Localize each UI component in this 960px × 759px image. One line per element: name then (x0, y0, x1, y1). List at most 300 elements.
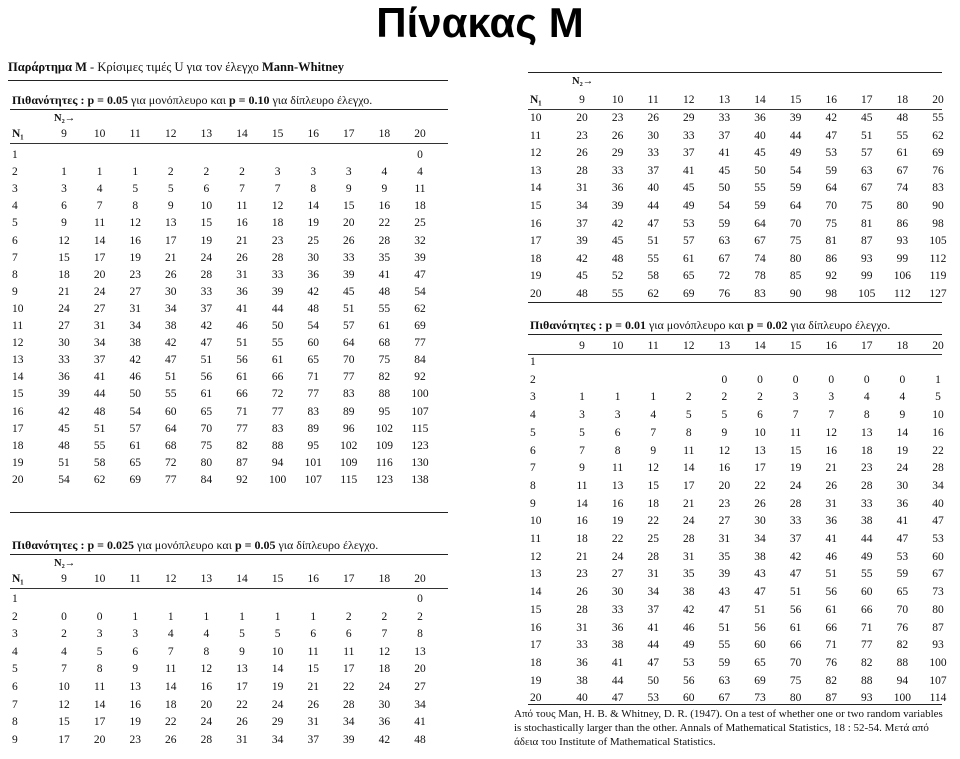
critical-value: 23 (129, 268, 141, 281)
critical-value: 0 (757, 373, 763, 386)
critical-value: 51 (200, 354, 213, 367)
critical-value: 11 (165, 663, 177, 676)
row-n1-value: 14 (530, 586, 542, 599)
critical-value: 18 (165, 698, 177, 711)
critical-value: 1 (96, 166, 103, 179)
column-header: 9 (579, 340, 585, 352)
column-header: 20 (414, 128, 426, 140)
critical-value: 88 (861, 674, 873, 687)
critical-value: 23 (861, 462, 873, 475)
critical-value: 47 (165, 354, 177, 367)
critical-value: 96 (343, 422, 355, 435)
critical-value: 51 (165, 371, 177, 384)
critical-value: 61 (683, 252, 695, 265)
critical-value: 27 (93, 302, 106, 315)
critical-value: 61 (200, 388, 213, 401)
column-header: 18 (378, 573, 391, 585)
table-row (12, 180, 432, 198)
critical-value: 61 (789, 621, 802, 634)
critical-value: 14 (896, 426, 909, 439)
critical-value: 30 (165, 285, 177, 298)
critical-value: 28 (200, 733, 213, 746)
table-row (530, 442, 950, 460)
critical-value: 40 (754, 129, 766, 142)
critical-value: 26 (825, 479, 837, 492)
table-row (12, 214, 432, 232)
critical-value: 42 (825, 112, 837, 124)
critical-value: 26 (165, 733, 177, 746)
critical-value: 39 (343, 733, 355, 746)
critical-value: 55 (861, 568, 873, 581)
critical-value: 42 (378, 733, 391, 746)
critical-value: 0 (721, 373, 728, 386)
critical-value: 47 (200, 337, 213, 350)
critical-value: 64 (789, 200, 802, 212)
critical-value: 51 (718, 621, 731, 634)
critical-value: 41 (647, 621, 659, 634)
critical-value: 93 (861, 252, 873, 265)
row-n1-value: 17 (530, 235, 542, 248)
critical-value: 11 (790, 426, 802, 439)
critical-value: 80 (932, 603, 944, 616)
critical-value: 62 (932, 129, 944, 142)
critical-value: 33 (861, 497, 873, 510)
critical-value: 2 (345, 610, 352, 623)
critical-value: 41 (93, 371, 106, 384)
critical-value: 62 (93, 473, 106, 486)
column-header: 17 (343, 128, 355, 140)
critical-value: 16 (932, 426, 944, 439)
heading-tail: για δίπλευρο έλεγχο. (275, 538, 379, 552)
critical-value: 101 (304, 456, 322, 469)
column-header: 12 (165, 128, 177, 140)
critical-value: 1 (274, 610, 281, 623)
table-row (12, 300, 432, 318)
critical-value: 29 (611, 147, 624, 160)
critical-value: 42 (129, 354, 141, 367)
critical-value: 50 (129, 388, 141, 401)
critical-value: 92 (825, 270, 837, 283)
critical-value: 93 (896, 235, 909, 248)
table-row (12, 696, 432, 714)
critical-value: 11 (683, 444, 695, 457)
row-n1-value: 1 (530, 356, 536, 368)
critical-value: 16 (378, 200, 391, 213)
critical-value: 52 (611, 270, 624, 283)
critical-value: 84 (200, 473, 213, 486)
critical-value: 9 (61, 217, 67, 230)
critical-value: 20 (93, 268, 106, 281)
heading-lead: Πιθανότητες : (12, 538, 85, 552)
row-n1-value: 7 (12, 251, 18, 264)
critical-value: 9 (650, 444, 657, 457)
critical-value: 75 (825, 217, 837, 230)
critical-value: 0 (792, 373, 799, 386)
critical-value: 93 (861, 692, 873, 705)
critical-value: 12 (378, 645, 391, 658)
column-header: 15 (271, 128, 284, 140)
row-n1-value: 10 (12, 302, 24, 315)
critical-value: 87 (861, 235, 873, 248)
critical-value: 9 (721, 426, 728, 439)
critical-value: 59 (754, 200, 766, 212)
critical-value: 105 (929, 235, 947, 248)
critical-value: 67 (754, 235, 766, 248)
critical-value: 42 (165, 337, 177, 350)
critical-value: 5 (935, 391, 941, 404)
critical-value: 31 (647, 568, 659, 581)
critical-value: 71 (861, 621, 873, 634)
critical-value: 115 (340, 473, 358, 486)
critical-value: 30 (378, 698, 391, 711)
heading-lead: Πιθανότητες : (530, 318, 603, 332)
critical-value: 3 (61, 183, 67, 196)
row-n1-value: 13 (530, 568, 542, 581)
critical-value: 0 (899, 373, 906, 386)
critical-value: 27 (129, 285, 141, 298)
critical-value: 34 (932, 479, 944, 492)
column-header: 9 (61, 573, 67, 585)
critical-value: 48 (93, 405, 106, 418)
critical-value: 1 (310, 610, 317, 623)
critical-value: 8 (417, 628, 423, 641)
critical-value: 62 (414, 302, 426, 315)
row-n1-value: 13 (530, 164, 542, 177)
critical-value: 28 (378, 234, 391, 247)
row-n1-value: 6 (12, 234, 18, 247)
table-row (530, 353, 950, 371)
critical-value: 7 (381, 628, 388, 641)
critical-value: 34 (576, 200, 588, 212)
row-n1-value: 4 (530, 409, 536, 422)
critical-value: 3 (828, 391, 835, 404)
row-n1-value: 1 (12, 593, 18, 605)
critical-value: 36 (378, 716, 391, 729)
critical-value: 17 (93, 251, 106, 264)
critical-value: 19 (307, 217, 319, 230)
column-header-row (12, 125, 432, 143)
table-row (530, 162, 950, 180)
critical-value: 45 (611, 235, 624, 248)
critical-value: 19 (896, 444, 909, 457)
table-row (530, 495, 950, 513)
critical-value: 0 (61, 610, 67, 623)
row-n1-value: 16 (12, 405, 24, 418)
critical-value: 77 (307, 388, 319, 401)
critical-value: 56 (236, 354, 248, 367)
heading-p-two-sided: p = 0.10 (228, 93, 270, 107)
critical-value: 28 (576, 603, 588, 616)
critical-value: 63 (861, 164, 873, 177)
critical-value: 7 (828, 409, 835, 422)
critical-value: 51 (754, 603, 766, 616)
critical-value: 31 (576, 182, 588, 195)
critical-value: 86 (825, 252, 837, 265)
row-n1-value: 9 (12, 285, 18, 298)
row-n1-value: 2 (12, 610, 18, 623)
critical-value: 71 (236, 405, 248, 418)
critical-value: 38 (129, 337, 141, 350)
critical-value: 17 (93, 716, 106, 729)
critical-value: 31 (718, 533, 731, 545)
critical-value: 63 (718, 674, 731, 687)
column-header: 9 (61, 128, 67, 140)
critical-value: 59 (896, 568, 909, 581)
critical-value: 2 (685, 391, 692, 404)
critical-value: 33 (611, 603, 624, 616)
section-top-rule (10, 554, 448, 555)
critical-value: 48 (576, 288, 588, 300)
column-header: 16 (307, 573, 319, 585)
critical-value: 99 (896, 252, 909, 265)
critical-value: 16 (129, 234, 141, 247)
critical-value: 112 (929, 252, 947, 265)
row-n1-value: 11 (530, 533, 542, 545)
critical-value: 82 (896, 639, 909, 652)
column-header: 11 (647, 94, 659, 106)
critical-value: 30 (647, 129, 659, 142)
critical-value: 49 (789, 147, 802, 160)
critical-value: 33 (343, 251, 355, 264)
heading-p-two-sided: p = 0.02 (746, 318, 788, 332)
critical-value: 17 (754, 462, 766, 475)
critical-value: 22 (343, 681, 355, 693)
critical-value: 13 (414, 645, 426, 658)
critical-value: 23 (271, 234, 284, 247)
table-row (12, 713, 432, 731)
critical-value: 11 (343, 645, 355, 658)
critical-value: 30 (307, 251, 319, 264)
critical-value: 20 (576, 112, 588, 124)
critical-value: 55 (165, 388, 177, 401)
critical-value: 20 (718, 479, 731, 492)
critical-value: 95 (378, 405, 391, 418)
critical-value: 47 (647, 217, 659, 230)
critical-value: 76 (825, 656, 837, 669)
column-header: 14 (754, 94, 766, 106)
critical-value: 112 (893, 288, 911, 300)
critical-value: 48 (378, 285, 391, 298)
critical-value: 86 (896, 217, 909, 230)
critical-value: 64 (754, 217, 766, 230)
critical-value: 30 (58, 337, 70, 350)
critical-value: 57 (343, 320, 355, 332)
critical-value: 26 (307, 698, 319, 711)
section-bottom-rule (528, 302, 942, 303)
row-n1-value: 2 (530, 373, 536, 386)
critical-value: 25 (414, 217, 426, 230)
critical-value: 49 (861, 550, 873, 563)
critical-value: 38 (683, 586, 695, 599)
critical-value: 13 (861, 426, 873, 439)
critical-value: 72 (718, 270, 731, 283)
column-header: 15 (789, 94, 802, 106)
critical-value: 60 (932, 550, 944, 563)
critical-value: 61 (271, 354, 284, 367)
critical-value: 69 (414, 320, 426, 332)
column-header: 13 (200, 128, 213, 140)
critical-value: 100 (893, 692, 912, 705)
critical-value: 20 (200, 698, 213, 711)
critical-value: 12 (58, 698, 70, 711)
critical-value: 92 (236, 473, 248, 486)
critical-value: 39 (343, 268, 355, 281)
row-n1-value: 16 (530, 621, 542, 634)
critical-value: 83 (271, 422, 284, 435)
critical-value: 83 (932, 182, 944, 195)
critical-value: 48 (896, 112, 909, 124)
critical-value: 14 (576, 497, 588, 510)
critical-value: 24 (896, 462, 909, 475)
appendix-dash: - (86, 60, 98, 74)
column-header: 11 (647, 340, 659, 352)
critical-value: 85 (789, 270, 802, 283)
critical-value: 22 (932, 444, 944, 457)
critical-value: 36 (576, 656, 588, 669)
critical-value: 7 (579, 444, 585, 457)
section-top-rule (528, 334, 942, 335)
section-top-rule (10, 109, 448, 110)
critical-value: 5 (685, 409, 692, 422)
table-row (530, 636, 950, 654)
table-row (12, 249, 432, 267)
critical-value: 17 (236, 681, 248, 693)
critical-value: 100 (411, 388, 429, 401)
critical-value: 50 (718, 182, 731, 195)
critical-value: 37 (576, 217, 588, 230)
critical-value: 23 (718, 497, 731, 510)
critical-value: 55 (611, 288, 624, 300)
critical-value: 33 (576, 639, 588, 652)
critical-value: 2 (721, 391, 728, 404)
critical-value: 7 (792, 409, 799, 422)
critical-value: 13 (129, 681, 141, 693)
row-n1-value: 8 (12, 716, 18, 729)
row-n1-value: 2 (12, 166, 18, 179)
critical-value: 59 (789, 182, 802, 195)
critical-value: 61 (236, 371, 248, 384)
critical-value: 34 (165, 302, 177, 315)
critical-value: 69 (683, 288, 695, 300)
critical-value: 55 (378, 302, 391, 315)
row-n1-value: 7 (530, 462, 536, 475)
critical-value: 10 (754, 426, 766, 439)
critical-value: 31 (129, 302, 141, 315)
heading-mid: για μονόπλευρο και (133, 538, 235, 552)
critical-value: 44 (647, 200, 659, 212)
critical-value: 34 (129, 320, 141, 332)
critical-value: 67 (718, 692, 731, 705)
table-row (530, 565, 950, 583)
critical-value: 84 (414, 354, 426, 367)
critical-value: 58 (93, 456, 106, 469)
critical-value: 45 (861, 112, 873, 124)
critical-value: 33 (611, 164, 624, 177)
table-row (530, 144, 950, 162)
table-row (12, 590, 432, 608)
table-row (12, 368, 432, 386)
critical-value: 6 (310, 628, 317, 641)
critical-value: 21 (576, 550, 588, 563)
table-row (530, 197, 950, 215)
critical-value: 41 (236, 302, 248, 315)
critical-value: 51 (789, 586, 802, 599)
heading-p-one-sided: p = 0.05 (84, 93, 128, 107)
critical-value: 21 (58, 285, 70, 298)
critical-value: 87 (236, 456, 248, 469)
critical-value: 4 (167, 628, 174, 641)
critical-value: 0 (417, 149, 423, 161)
critical-value: 47 (932, 515, 944, 528)
critical-value: 28 (647, 550, 659, 563)
critical-value: 21 (825, 462, 837, 475)
critical-value: 39 (789, 112, 802, 124)
heading-mid: για μονόπλευρο και (127, 93, 229, 107)
critical-value: 39 (576, 235, 588, 248)
critical-value: 60 (165, 405, 177, 418)
critical-value: 9 (132, 663, 139, 676)
critical-value: 46 (236, 320, 248, 332)
critical-value: 27 (414, 681, 426, 693)
critical-value: 14 (165, 681, 177, 693)
critical-value: 89 (343, 405, 355, 418)
critical-value: 41 (611, 656, 624, 669)
row-n1-value: 17 (12, 422, 24, 435)
critical-value: 18 (378, 663, 391, 676)
heading-p-one-sided: p = 0.01 (602, 318, 646, 332)
critical-value: 40 (576, 692, 588, 705)
critical-value: 2 (381, 610, 388, 623)
critical-value: 57 (683, 235, 695, 248)
critical-value: 47 (789, 568, 802, 581)
row-n1-value: 8 (12, 268, 18, 281)
column-header: 10 (611, 94, 624, 106)
critical-value: 14 (93, 698, 106, 711)
critical-value: 41 (718, 147, 731, 160)
table-row (530, 601, 950, 619)
critical-value: 92 (414, 371, 426, 384)
critical-value: 109 (340, 456, 358, 469)
critical-value: 1 (61, 166, 67, 179)
critical-value: 65 (683, 270, 695, 283)
critical-value: 32 (414, 234, 426, 247)
critical-value: 64 (165, 422, 177, 435)
column-header: 20 (414, 573, 426, 585)
critical-value: 102 (340, 439, 358, 452)
critical-value: 98 (932, 217, 944, 230)
row-n1-value: 18 (530, 252, 542, 265)
critical-value: 10 (58, 681, 70, 693)
critical-value: 39 (58, 388, 70, 401)
critical-value: 71 (307, 371, 319, 384)
critical-value: 1 (239, 610, 245, 623)
critical-value: 3 (579, 409, 585, 422)
critical-value: 78 (754, 270, 766, 283)
critical-value: 102 (375, 422, 394, 435)
critical-value: 33 (647, 147, 659, 160)
critical-value: 33 (271, 268, 284, 281)
critical-value: 31 (93, 320, 106, 332)
row-n1-value: 11 (12, 320, 24, 332)
critical-value: 34 (271, 733, 284, 746)
critical-value: 18 (58, 268, 70, 281)
critical-value: 81 (861, 217, 873, 230)
critical-value: 14 (271, 663, 284, 676)
critical-value: 34 (647, 586, 659, 599)
critical-value: 36 (236, 285, 248, 298)
column-header: 14 (236, 573, 248, 585)
critical-value: 27 (718, 515, 731, 528)
